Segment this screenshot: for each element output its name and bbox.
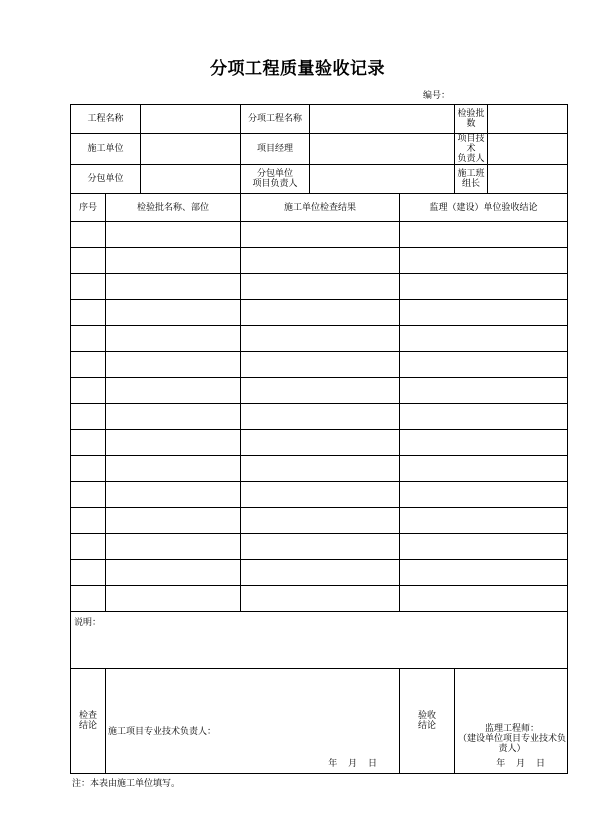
table-row — [71, 352, 568, 378]
sub-project-name-label: 分项工程名称 — [241, 105, 310, 134]
row-no-cell[interactable] — [71, 326, 106, 352]
row-batch-name-cell[interactable] — [106, 456, 241, 482]
row-batch-name-cell[interactable] — [106, 508, 241, 534]
sub-project-name-value[interactable] — [310, 105, 455, 134]
supervisor-signer — [457, 724, 567, 754]
table-row — [71, 586, 568, 612]
row-supervisor-result-cell[interactable] — [400, 482, 568, 508]
row-batch-name-cell[interactable] — [106, 222, 241, 248]
row-no-cell[interactable] — [71, 508, 106, 534]
row-supervisor-result-cell[interactable] — [400, 326, 568, 352]
table-row — [71, 482, 568, 508]
row-batch-name-cell[interactable] — [106, 274, 241, 300]
row-no-cell[interactable] — [71, 352, 106, 378]
row-supervisor-result-cell[interactable] — [400, 274, 568, 300]
row-no-cell[interactable] — [71, 300, 106, 326]
row-batch-name-cell[interactable] — [106, 300, 241, 326]
conclusion-row — [71, 669, 568, 774]
table-row — [71, 404, 568, 430]
row-batch-name-cell[interactable] — [106, 248, 241, 274]
row-contractor-result-cell[interactable] — [241, 300, 400, 326]
column-header-row — [71, 194, 568, 222]
supervisor-signer-line2: （建设单位项目专业技术负责人） — [458, 734, 567, 754]
row-no-cell[interactable] — [71, 430, 106, 456]
accept-conclusion-date: 年 月 日 — [496, 759, 546, 769]
row-batch-name-cell[interactable] — [106, 378, 241, 404]
accept-conclusion-label-line2: 结论 — [418, 721, 437, 731]
batch-count-label: 检验批数 — [455, 105, 488, 134]
team-leader-value[interactable] — [488, 165, 568, 194]
contractor-label: 施工单位 — [71, 134, 141, 165]
tech-lead-label-line1: 项目技术 — [457, 134, 485, 154]
row-no-cell[interactable] — [71, 456, 106, 482]
project-name-label: 工程名称 — [71, 105, 141, 134]
row-supervisor-result-cell[interactable] — [400, 222, 568, 248]
row-no-cell[interactable] — [71, 274, 106, 300]
row-supervisor-result-cell[interactable] — [400, 508, 568, 534]
table-row — [71, 248, 568, 274]
table-row — [71, 456, 568, 482]
form-title: 分项工程质量验收记录 — [210, 59, 385, 79]
data-rows — [71, 222, 568, 612]
row-contractor-result-cell[interactable] — [241, 560, 400, 586]
info-row-3 — [71, 165, 568, 194]
project-manager-value[interactable] — [310, 134, 455, 165]
serial-number-label: 编号： — [423, 91, 451, 101]
table-row — [71, 534, 568, 560]
team-leader-label: 施工班组长 — [455, 165, 488, 194]
col-header-no: 序号 — [71, 194, 106, 222]
notes-label: 说明： — [74, 618, 102, 628]
table-row — [71, 274, 568, 300]
check-conclusion-cell[interactable] — [106, 669, 400, 774]
row-supervisor-result-cell[interactable] — [400, 404, 568, 430]
row-supervisor-result-cell[interactable] — [400, 586, 568, 612]
row-supervisor-result-cell[interactable] — [400, 430, 568, 456]
row-no-cell[interactable] — [71, 534, 106, 560]
row-supervisor-result-cell[interactable] — [400, 352, 568, 378]
row-batch-name-cell[interactable] — [106, 534, 241, 560]
row-contractor-result-cell[interactable] — [241, 404, 400, 430]
row-no-cell[interactable] — [71, 482, 106, 508]
inspection-record-table — [70, 104, 568, 774]
accept-conclusion-cell[interactable] — [455, 669, 568, 774]
contractor-value[interactable] — [141, 134, 241, 165]
check-conclusion-date: 年 月 日 — [328, 759, 378, 769]
contractor-tech-lead-signer: 施工项目专业技术负责人： — [108, 727, 217, 737]
table-row — [71, 508, 568, 534]
row-supervisor-result-cell[interactable] — [400, 248, 568, 274]
row-contractor-result-cell[interactable] — [241, 378, 400, 404]
row-batch-name-cell[interactable] — [106, 404, 241, 430]
info-row-2 — [71, 134, 568, 165]
row-no-cell[interactable] — [71, 248, 106, 274]
row-supervisor-result-cell[interactable] — [400, 560, 568, 586]
accept-conclusion-label — [400, 669, 455, 774]
row-batch-name-cell[interactable] — [106, 586, 241, 612]
row-contractor-result-cell[interactable] — [241, 326, 400, 352]
row-contractor-result-cell[interactable] — [241, 248, 400, 274]
table-row — [71, 378, 568, 404]
col-header-contractor-result: 施工单位检查结果 — [241, 194, 400, 222]
row-supervisor-result-cell[interactable] — [400, 534, 568, 560]
supervisor-signer-line1: 监理工程师： — [485, 724, 540, 734]
sub-lead-value[interactable] — [310, 165, 455, 194]
sub-lead-label — [241, 165, 310, 194]
row-contractor-result-cell[interactable] — [241, 274, 400, 300]
row-no-cell[interactable] — [71, 560, 106, 586]
table-row — [71, 300, 568, 326]
table-row — [71, 560, 568, 586]
row-contractor-result-cell[interactable] — [241, 456, 400, 482]
check-conclusion-label-line1: 检查 — [78, 711, 97, 721]
row-no-cell[interactable] — [71, 222, 106, 248]
row-no-cell[interactable] — [71, 586, 106, 612]
project-manager-label: 项目经理 — [241, 134, 310, 165]
check-conclusion-label — [71, 669, 106, 774]
sub-lead-label-line1: 分包单位 — [257, 169, 294, 179]
accept-conclusion-label-line1: 验收 — [418, 711, 437, 721]
row-contractor-result-cell[interactable] — [241, 222, 400, 248]
col-header-supervisor-result: 监理（建设）单位验收结论 — [400, 194, 568, 222]
row-batch-name-cell[interactable] — [106, 560, 241, 586]
table-row — [71, 430, 568, 456]
tech-lead-label — [455, 134, 488, 165]
row-no-cell[interactable] — [71, 378, 106, 404]
row-supervisor-result-cell[interactable] — [400, 300, 568, 326]
tech-lead-value[interactable] — [488, 134, 568, 165]
notes-cell[interactable] — [71, 612, 568, 669]
row-contractor-result-cell[interactable] — [241, 352, 400, 378]
row-supervisor-result-cell[interactable] — [400, 378, 568, 404]
row-supervisor-result-cell[interactable] — [400, 456, 568, 482]
row-batch-name-cell[interactable] — [106, 482, 241, 508]
footnote: 注：本表由施工单位填写。 — [72, 779, 181, 789]
col-header-batch-name: 检验批名称、部位 — [106, 194, 241, 222]
check-conclusion-label-line2: 结论 — [78, 721, 97, 731]
row-contractor-result-cell[interactable] — [241, 534, 400, 560]
subcontractor-value[interactable] — [141, 165, 241, 194]
tech-lead-label-line2: 负责人 — [457, 154, 485, 164]
notes-row — [71, 612, 568, 669]
row-contractor-result-cell[interactable] — [241, 508, 400, 534]
batch-count-value[interactable] — [488, 105, 568, 134]
row-contractor-result-cell[interactable] — [241, 482, 400, 508]
row-contractor-result-cell[interactable] — [241, 586, 400, 612]
info-row-1 — [71, 105, 568, 134]
project-name-value[interactable] — [141, 105, 241, 134]
row-batch-name-cell[interactable] — [106, 326, 241, 352]
table-row — [71, 222, 568, 248]
sub-lead-label-line2: 项目负责人 — [252, 179, 298, 189]
row-batch-name-cell[interactable] — [106, 352, 241, 378]
row-no-cell[interactable] — [71, 404, 106, 430]
subcontractor-label: 分包单位 — [71, 165, 141, 194]
row-contractor-result-cell[interactable] — [241, 430, 400, 456]
table-row — [71, 326, 568, 352]
row-batch-name-cell[interactable] — [106, 430, 241, 456]
